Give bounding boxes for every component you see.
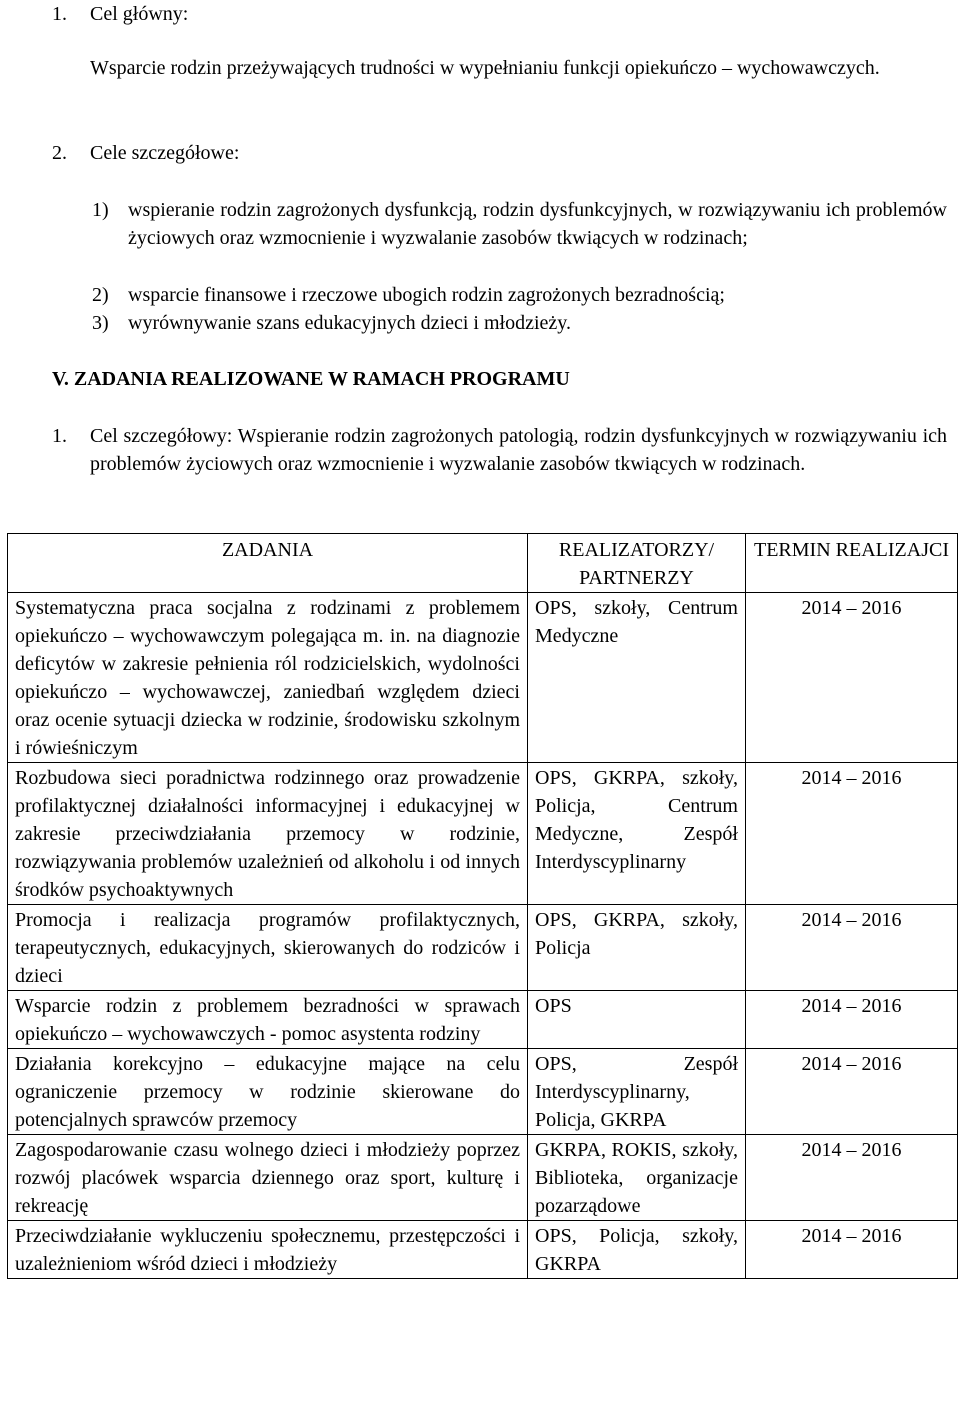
task-cell: Przeciwdziałanie wykluczeniu społecznemu, przestępczości i uzależnieniom wśród dzieci i młodzieży: [8, 1221, 528, 1279]
list-item-text: wspieranie rodzin zagrożonych dysfunkcją, rodzin dysfunkcyjnych, w rozwiązywaniu ich problemów życiowych oraz wzmocnienie i wyzwalanie zasobów tkwiących w rodzinach;: [128, 199, 947, 249]
section-title: V. ZADANIA REALIZOWANE W RAMACH PROGRAMU: [52, 368, 570, 390]
goal-text: Wsparcie rodzin przeżywających trudności w wypełnianiu funkcji opiekuńczo – wychowawczych.: [90, 57, 880, 79]
list-item: [92, 196, 947, 252]
table-row: [8, 1221, 958, 1279]
specific-goals-number: 2.: [52, 142, 67, 164]
task-cell: Promocja i realizacja programów profilaktycznych, terapeutycznych, edukacyjnych, skierowanych do rodziców i dzieci: [8, 905, 528, 991]
table-row: [8, 593, 958, 763]
task-cell: Rozbudowa sieci poradnictwa rodzinnego oraz prowadzenie profilaktycznej działalności informacyjnej i edukacyjnej w zakresie przeciwdziałania przemocy w rodzinie, rozwiązywania problemów uzależnień od alkoholu i od innych środków psychoaktywnych: [8, 763, 528, 905]
specific-goals-heading: Cele szczegółowe:: [90, 142, 240, 164]
task-cell: Działania korekcyjno – edukacyjne mające na celu ograniczenie przemocy w rodzinie skierowane do potencjalnych sprawców przemocy: [8, 1049, 528, 1135]
goal-heading: Cel główny:: [90, 3, 189, 25]
goal-number: 1.: [52, 3, 67, 25]
table-header-row: [8, 534, 958, 593]
header-partners: REALIZATORZY/ PARTNERZY: [528, 534, 746, 593]
partners-cell: OPS, Policja, szkoły, GKRPA: [528, 1221, 746, 1279]
tasks-table: [7, 533, 958, 1279]
detail-goal-text: Cel szczegółowy: Wspieranie rodzin zagrożonych patologią, rodzin dysfunkcyjnych w rozwiązywaniu ich problemów życiowych oraz wzmocnienie i wyzwalanie zasobów tkwiących w rodzinach.: [90, 425, 947, 475]
term-cell: 2014 – 2016: [746, 905, 958, 991]
partners-cell: GKRPA, ROKIS, szkoły, Biblioteka, organizacje pozarządowe: [528, 1135, 746, 1221]
term-cell: 2014 – 2016: [746, 991, 958, 1049]
list-item: [92, 281, 947, 309]
task-cell: Systematyczna praca socjalna z rodzinami z problemem opiekuńczo – wychowawczym polegająca m. in. na diagnozie deficytów w zakresie pełnienia ról rodzicielskich, wydolności opiekuńczo – wychowawczej, zaniedbań względem dzieci oraz ocenie sytuacji dziecka w rodzinie, środowisku szkolnym i rówieśniczym: [8, 593, 528, 763]
table-row: [8, 1049, 958, 1135]
header-term: TERMIN REALIZAJCI: [746, 534, 958, 593]
task-cell: Wsparcie rodzin z problemem bezradności w sprawach opiekuńczo – wychowawczych - pomoc asystenta rodziny: [8, 991, 528, 1049]
term-cell: 2014 – 2016: [746, 593, 958, 763]
task-cell: Zagospodarowanie czasu wolnego dzieci i młodzieży poprzez rozwój placówek wsparcia dziennego oraz sport, kulturę i rekreację: [8, 1135, 528, 1221]
list-item-number: 1): [92, 199, 109, 221]
table-row: [8, 991, 958, 1049]
table-row: [8, 905, 958, 991]
list-item-text: wsparcie finansowe i rzeczowe ubogich rodzin zagrożonych bezradnością;: [128, 284, 725, 306]
table-row: [8, 763, 958, 905]
term-cell: 2014 – 2016: [746, 1221, 958, 1279]
list-item-number: 2): [92, 284, 109, 306]
term-cell: 2014 – 2016: [746, 763, 958, 905]
term-cell: 2014 – 2016: [746, 1135, 958, 1221]
partners-cell: OPS: [528, 991, 746, 1049]
term-cell: 2014 – 2016: [746, 1049, 958, 1135]
partners-cell: OPS, szkoły, Centrum Medyczne: [528, 593, 746, 763]
partners-cell: OPS, Zespół Interdyscyplinarny, Policja, GKRPA: [528, 1049, 746, 1135]
list-item-number: 3): [92, 312, 109, 334]
detail-goal-number: 1.: [52, 425, 67, 447]
table-row: [8, 1135, 958, 1221]
header-tasks: ZADANIA: [8, 534, 528, 593]
list-item-text: wyrównywanie szans edukacyjnych dzieci i młodzieży.: [128, 312, 571, 334]
partners-cell: OPS, GKRPA, szkoły, Policja: [528, 905, 746, 991]
list-item: [92, 309, 947, 337]
partners-cell: OPS, GKRPA, szkoły, Policja, Centrum Medyczne, Zespół Interdyscyplinarny: [528, 763, 746, 905]
